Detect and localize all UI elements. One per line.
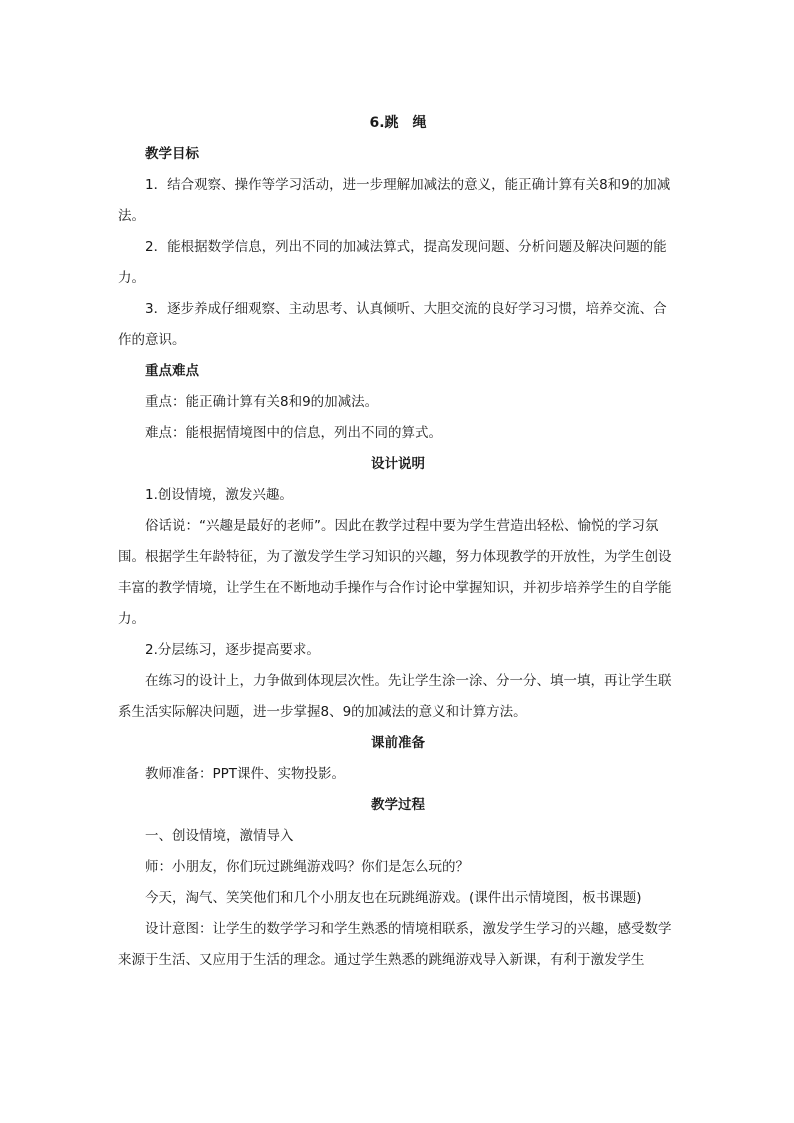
process-heading: 教学过程 bbox=[371, 797, 425, 813]
document-title: 6.跳 绳 bbox=[369, 115, 427, 131]
keypoints-heading: 重点难点 bbox=[145, 363, 199, 379]
design-item1-text: 俗话说：“兴趣是最好的老师”。因此在教学过程中要为学生营造出轻松、愉悦的学习氛围。根据学生年龄特征，为了激发学生学习知识的兴趣，努力体现教学的开放性，为学生创设丰富的教学情境，让学生在不断地动手操作与合作讨论中掌握知识，并初步培养学生的自学能力。 bbox=[118, 518, 672, 627]
process-teacher-question: 师：小朋友，你们玩过跳绳游戏吗？你们是怎么玩的？ bbox=[145, 859, 469, 875]
design-heading: 设计说明 bbox=[371, 456, 425, 472]
design-item1-title: 1.创设情境，激发兴趣。 bbox=[145, 487, 293, 503]
prep-heading: 课前准备 bbox=[371, 735, 425, 751]
process-step1: 一、创设情境，激情导入 bbox=[145, 828, 294, 844]
design-item2-text: 在练习的设计上，力争做到体现层次性。先让学生涂一涂、分一分、填一填，再让学生联系生活实际解决问题，进一步掌握8、9的加减法的意义和计算方法。 bbox=[118, 673, 672, 720]
objective-item-2: 2．能根据数学信息，列出不同的加减法算式，提高发现问题、分析问题及解决问题的能力。 bbox=[118, 239, 667, 286]
document-body bbox=[118, 108, 678, 976]
keypoint-text: 重点：能正确计算有关8和9的加减法。 bbox=[145, 394, 379, 410]
process-design-intent: 设计意图：让学生的数学学习和学生熟悉的情境相联系，激发学生学习的兴趣，感受数学来源于生活、又应用于生活的理念。通过学生熟悉的跳绳游戏导入新课，有利于激发学生 bbox=[118, 921, 672, 968]
difficulty-text: 难点：能根据情境图中的信息，列出不同的算式。 bbox=[145, 425, 442, 441]
process-today: 今天，淘气、笑笑他们和几个小朋友也在玩跳绳游戏。(课件出示情境图，板书课题) bbox=[145, 890, 642, 906]
prep-text: 教师准备：PPT课件、实物投影。 bbox=[145, 766, 346, 782]
objective-item-3: 3．逐步养成仔细观察、主动思考、认真倾听、大胆交流的良好学习习惯，培养交流、合作的意识。 bbox=[118, 301, 667, 348]
objective-item-1: 1．结合观察、操作等学习活动，进一步理解加减法的意义，能正确计算有关8和9的加减法。 bbox=[118, 177, 671, 224]
design-item2-title: 2.分层练习，逐步提高要求。 bbox=[145, 642, 320, 658]
objectives-heading: 教学目标 bbox=[145, 146, 199, 162]
